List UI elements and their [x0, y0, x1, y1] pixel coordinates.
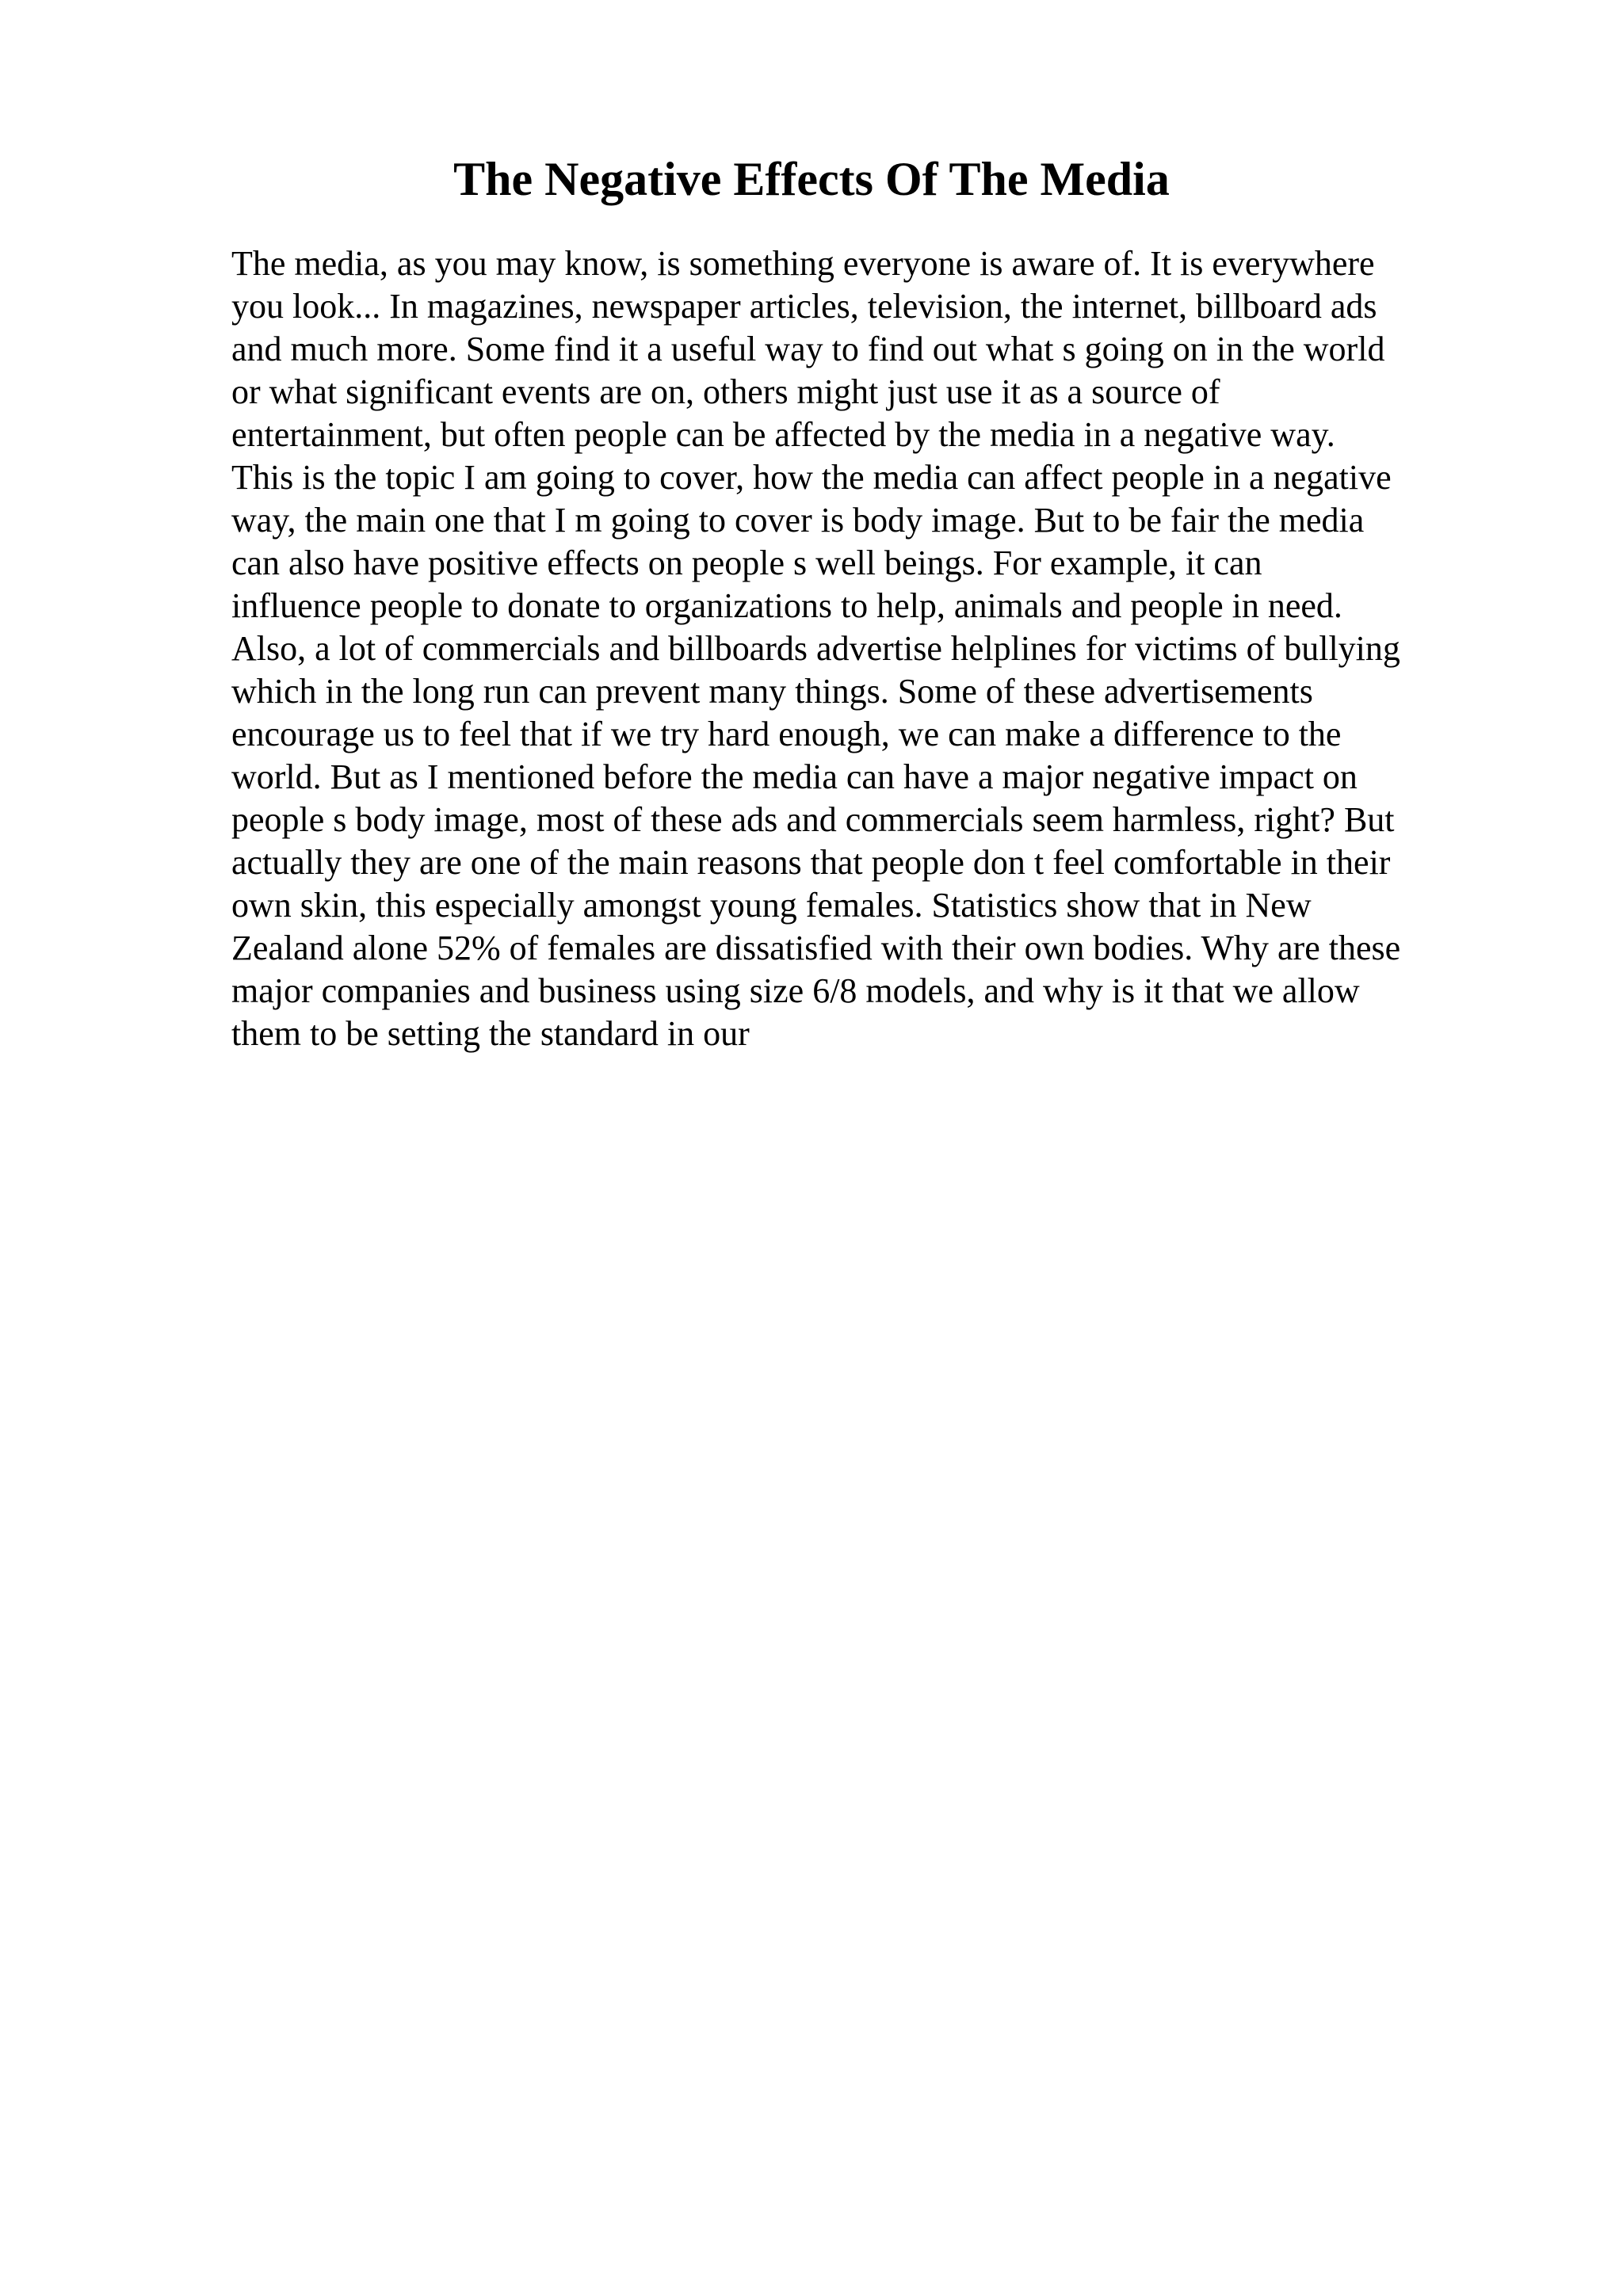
- body-line: encourage us to feel that if we try hard enough, we can make a difference to the: [231, 715, 1342, 753]
- document-body: [231, 242, 1499, 1055]
- body-line: Zealand alone 52% of females are dissatisfied with their own bodies. Why are these: [231, 929, 1401, 967]
- body-line: entertainment, but often people can be affected by the media in a negative way.: [231, 415, 1335, 454]
- body-line: can also have positive effects on people s well beings. For example, it can: [231, 543, 1262, 582]
- body-line: actually they are one of the main reasons that people don t feel comfortable in their: [231, 843, 1391, 882]
- body-line: influence people to donate to organizations to help, animals and people in need.: [231, 586, 1342, 625]
- body-line: or what significant events are on, others might just use it as a source of: [231, 372, 1220, 411]
- body-line: own skin, this especially amongst young females. Statistics show that in New: [231, 886, 1312, 925]
- body-line: Also, a lot of commercials and billboards advertise helplines for victims of bullying: [231, 629, 1400, 668]
- document-title: The Negative Effects Of The Media: [453, 153, 1170, 205]
- body-line: major companies and business using size 6/8 models, and why is it that we allow: [231, 971, 1360, 1010]
- body-line: people s body image, most of these ads and commercials seem harmless, right? But: [231, 800, 1395, 839]
- body-line: them to be setting the standard in our: [231, 1014, 750, 1053]
- body-line: you look... In magazines, newspaper articles, television, the internet, billboard ads: [231, 287, 1377, 326]
- body-line: The media, as you may know, is something everyone is aware of. It is everywhere: [231, 244, 1375, 283]
- body-line: This is the topic I am going to cover, how the media can affect people in a negative: [231, 458, 1392, 497]
- body-line: way, the main one that I m going to cover is body image. But to be fair the media: [231, 501, 1365, 540]
- body-line: world. But as I mentioned before the media can have a major negative impact on: [231, 757, 1358, 796]
- body-line: which in the long run can prevent many things. Some of these advertisements: [231, 672, 1313, 711]
- body-line: and much more. Some find it a useful way to find out what s going on in the world: [231, 330, 1385, 368]
